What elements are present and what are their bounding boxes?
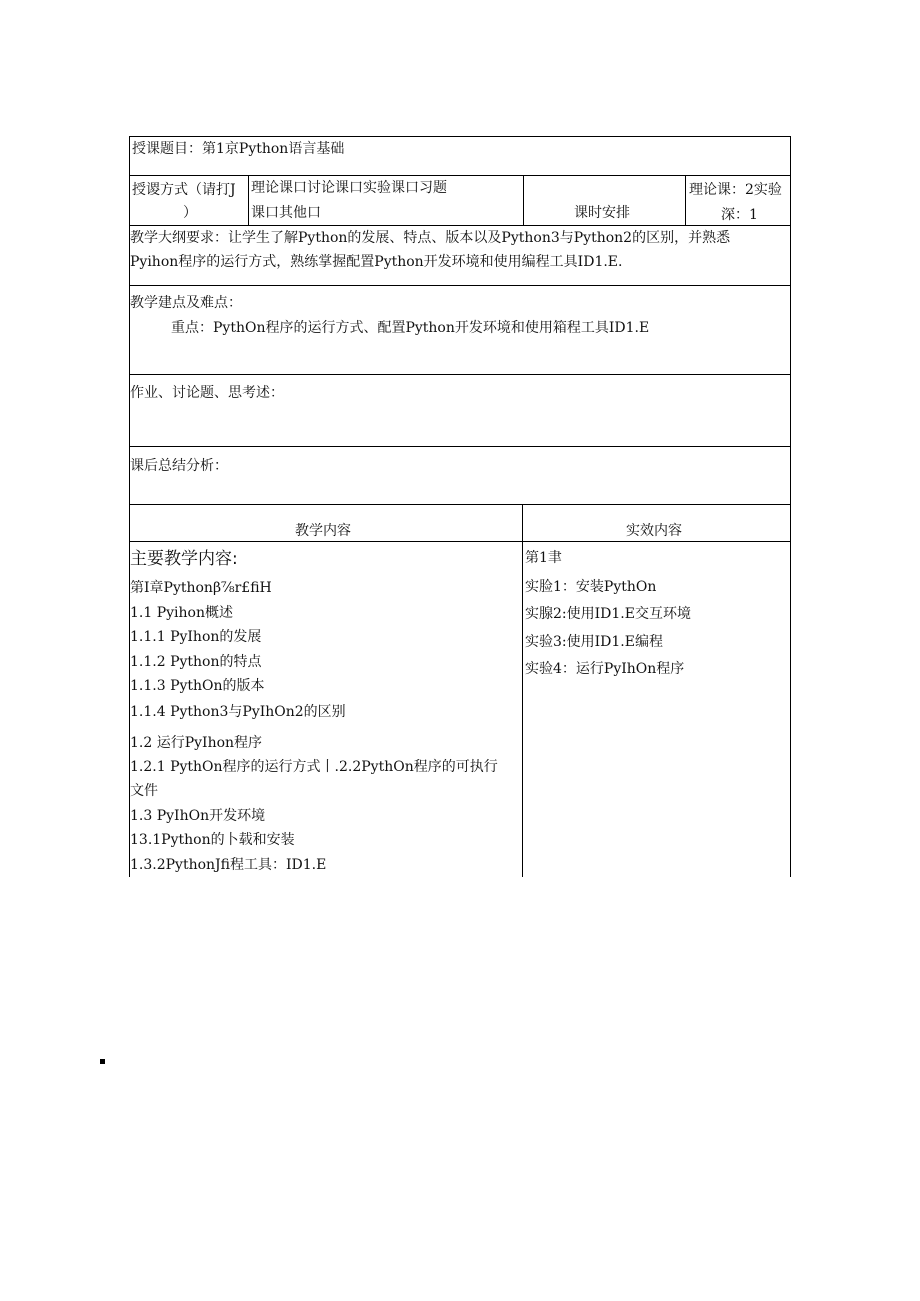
content-item: 13.1Python的卜载和安装 — [130, 832, 295, 848]
experiment-item: 实验4：运行PyIhOn程序 — [525, 661, 685, 677]
col-line — [523, 175, 524, 225]
content-item: 第I章Pythonβ⅞r£fiH — [130, 580, 272, 596]
content-item: 1.2.1 PythOn程序的运行方式丨.2.2PythOn程序的可执行 — [130, 759, 498, 775]
schedule-label: 课时安排 — [574, 205, 630, 221]
hours-lab: 深：1 — [721, 207, 758, 223]
syllabus-text: 教学大纲要求：让学生了解Python的发展、特点、版本以及Python3与Python2的区别，并熟悉 — [130, 230, 731, 246]
row-line — [129, 446, 791, 447]
experiment-item: 实脸1：安装PythOn — [525, 579, 657, 595]
syllabus-text-2: Pyihon程序的运行方式，熟练掌握配置Python开发环境和使用编程工具ID1.E. — [130, 254, 623, 270]
bullet-mark — [100, 1059, 105, 1064]
col-line-right — [790, 136, 791, 877]
row-line — [129, 285, 791, 286]
lesson-plan-table — [129, 136, 791, 877]
col-line — [685, 175, 686, 225]
homework-label: 作业、讨论题、思考述： — [130, 385, 284, 401]
content-header-right: 实效内容 — [626, 523, 682, 539]
content-item: 1.3 PyIhOn开发环境 — [130, 808, 266, 824]
content-item: 1.1.2 Python的特点 — [130, 654, 262, 670]
row-line — [129, 504, 791, 505]
row-line — [129, 136, 791, 137]
method-label-close: ） — [183, 205, 197, 221]
content-item: 文件 — [130, 783, 158, 799]
experiment-item: 实腺2:使用ID1.E交互环境 — [525, 606, 691, 622]
content-item: 1.1 Pyihon概述 — [130, 605, 233, 621]
row-line — [129, 175, 791, 176]
content-item: 1.1.1 PyIhon的发展 — [130, 629, 262, 645]
col-line — [248, 175, 249, 225]
row-line — [129, 541, 791, 542]
content-item: 1.3.2PythonJfi程工具：ID1.E — [130, 857, 327, 873]
method-label: 授谡方式（请打J — [132, 182, 236, 198]
content-item: 1.2 运行PyIhon程序 — [130, 735, 263, 751]
summary-label: 课后总结分析： — [130, 458, 228, 474]
keypoints-text: 重点：PythOn程序的运行方式、配置Python开发环境和使用箱程工具ID1.E — [171, 320, 650, 336]
content-item: 1.1.3 PythOn的版本 — [130, 678, 265, 694]
content-item: 1.1.4 Python3与PyIhOn2的区别 — [130, 704, 346, 720]
main-content-title: 主要教学内容: — [130, 549, 238, 569]
hours-theory: 理论课：2实验 — [689, 182, 782, 198]
content-header-left: 教学内容 — [295, 523, 351, 539]
lesson-title: 授课题目：第1京Python语言基础 — [132, 141, 345, 157]
keypoints-title: 教学建点及难点： — [130, 295, 242, 311]
col-line — [522, 504, 523, 877]
row-line — [129, 225, 791, 226]
experiment-item: 实验3:使用ID1.E编程 — [525, 634, 663, 650]
experiment-item: 第1聿 — [525, 550, 562, 566]
row-line — [129, 374, 791, 375]
method-options-2: 课口其他口 — [251, 205, 321, 221]
method-options: 理论课口讨论课口实验课口习题 — [251, 180, 447, 196]
